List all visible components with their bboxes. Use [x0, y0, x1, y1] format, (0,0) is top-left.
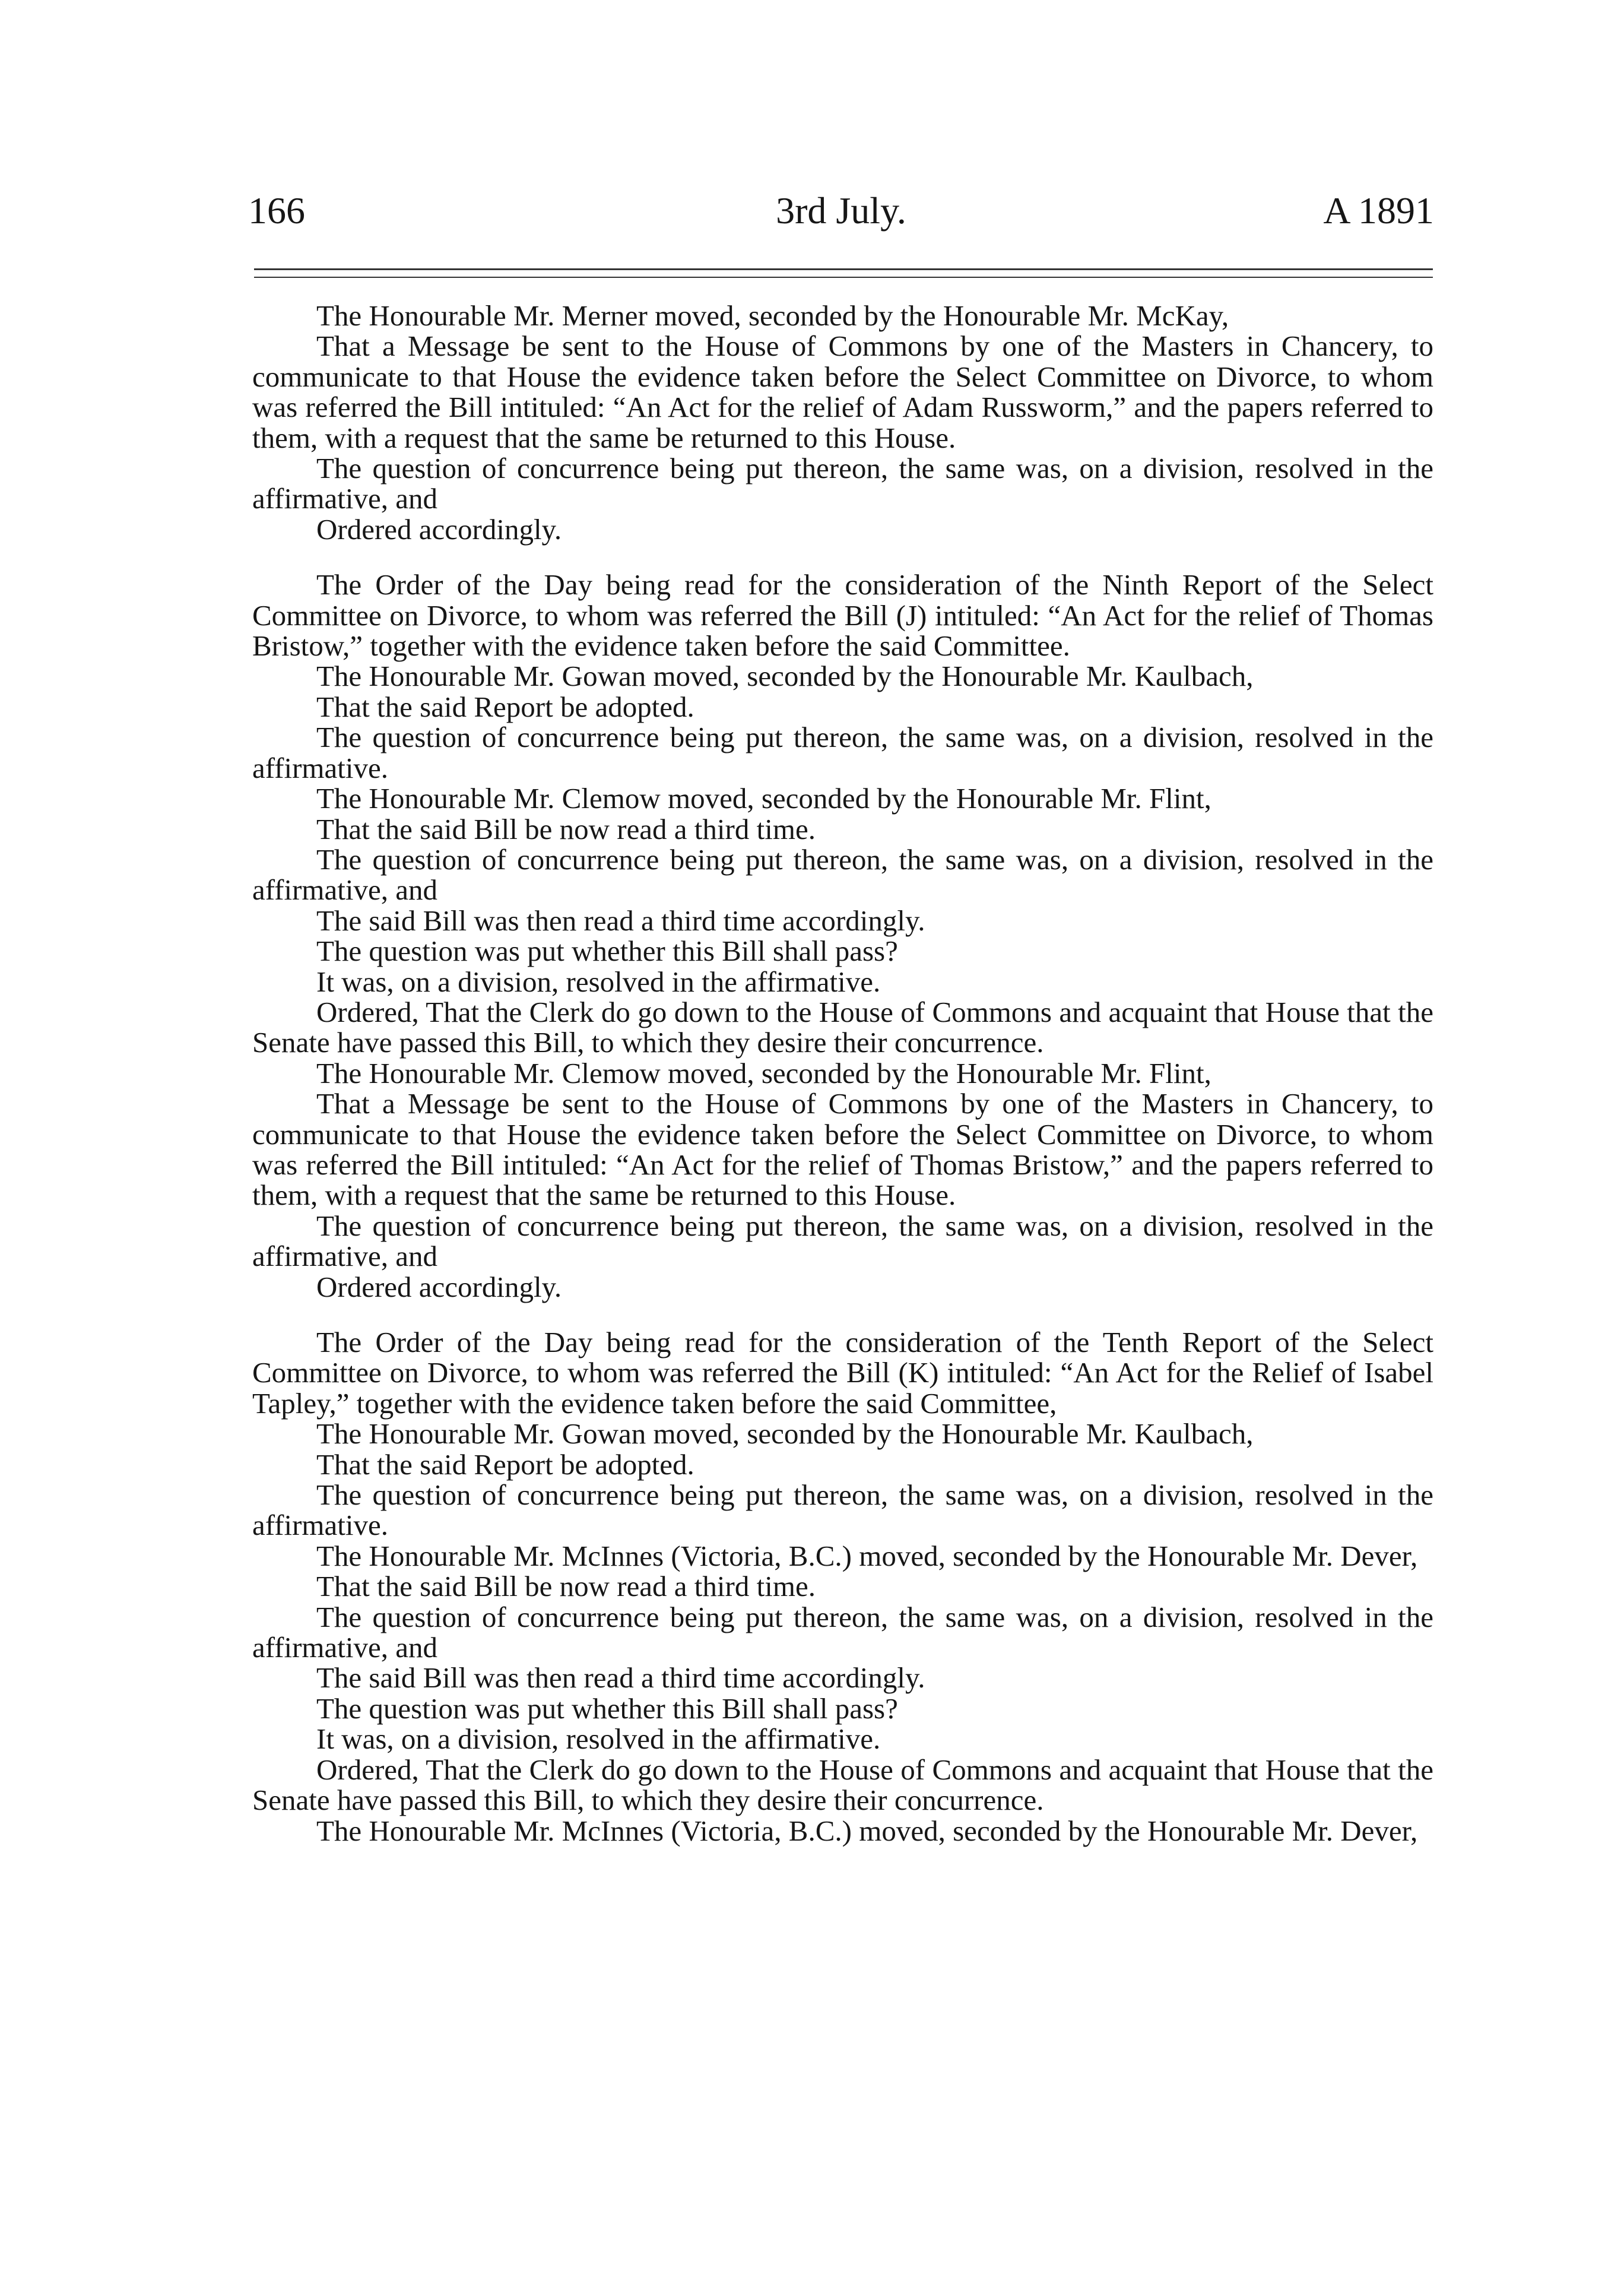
- paragraph: The said Bill was then read a third time accordingly.: [316, 1661, 925, 1695]
- paragraph: The Honourable Mr. Gowan moved, seconded by the Honourable Mr. Kaulbach,: [316, 1417, 1254, 1451]
- page-number: 166: [248, 189, 305, 232]
- paragraph: The Honourable Mr. Clemow moved, seconded by the Honourable Mr. Flint,: [316, 1056, 1211, 1090]
- paragraph: The question of concurrence being put thereon, the same was, on a division, resolved in the affirmative, and: [252, 1600, 1433, 1664]
- paragraph: The said Bill was then read a third time accordingly.: [316, 904, 925, 937]
- paragraph: Ordered accordingly.: [316, 512, 562, 546]
- page-date: 3rd July.: [776, 189, 906, 232]
- header-rule-bottom: [254, 277, 1433, 278]
- paragraph: It was, on a division, resolved in the affirmative.: [316, 965, 881, 998]
- paragraph: Ordered, That the Clerk do go down to the House of Commons and acquaint that House that the Senate have passed this Bill, to which they desire their concurrence.: [252, 1753, 1433, 1817]
- paragraph: The question was put whether this Bill shall pass?: [316, 935, 898, 968]
- journal-reference: A 1891: [1323, 189, 1434, 232]
- paragraph: That the said Bill be now read a third time.: [316, 1570, 816, 1603]
- paragraph: That a Message be sent to the House of Commons by one of the Masters in Chancery, to communicate to that House the evidence taken before the Select Committee on Divorce, to whom was referred the Bill intituled: “An Act for the relief of Thomas Bristow,” and the papers referred to them, with a request that the same be returned to this House.: [252, 1087, 1433, 1212]
- header-rule-top: [254, 268, 1433, 270]
- page-header: [248, 189, 1434, 248]
- paragraph: The Honourable Mr. McInnes (Victoria, B.C.) moved, seconded by the Honourable Mr. Dever,: [316, 1814, 1418, 1847]
- paragraph: The Honourable Mr. Clemow moved, seconded by the Honourable Mr. Flint,: [316, 782, 1211, 815]
- paragraph: The question of concurrence being put thereon, the same was, on a division, resolved in the affirmative, and: [252, 1209, 1433, 1273]
- paragraph: Ordered, That the Clerk do go down to the House of Commons and acquaint that House that the Senate have passed this Bill, to which they desire their concurrence.: [252, 995, 1433, 1059]
- paragraph: The question of concurrence being put thereon, the same was, on a division, resolved in the affirmative, and: [252, 843, 1433, 907]
- paragraph: That a Message be sent to the House of Commons by one of the Masters in Chancery, to communicate to that House the evidence taken before the Select Committee on Divorce, to whom was referred the Bill intituled: “An Act for the relief of Adam Russworm,” and the papers referred to them, with a request that the same be returned to this House.: [252, 330, 1433, 454]
- paragraph: The Honourable Mr. McInnes (Victoria, B.C.) moved, seconded by the Honourable Mr. Dever,: [316, 1539, 1418, 1572]
- paragraph: That the said Report be adopted.: [316, 1448, 694, 1481]
- paragraph: The question was put whether this Bill shall pass?: [316, 1692, 898, 1725]
- paragraph: It was, on a division, resolved in the affirmative.: [316, 1722, 881, 1756]
- paragraph: The question of concurrence being put thereon, the same was, on a division, resolved in the affirmative.: [252, 1478, 1433, 1542]
- paragraph: That the said Bill be now read a third time.: [316, 812, 816, 845]
- paragraph: That the said Report be adopted.: [316, 690, 694, 723]
- paragraph: The question of concurrence being put thereon, the same was, on a division, resolved in the affirmative.: [252, 721, 1433, 784]
- page-body: [252, 300, 1433, 1846]
- paragraph: The Order of the Day being read for the consideration of the Tenth Report of the Select Committee on Divorce, to whom was referred the Bill (K) intituled: “An Act for the Relief of Isabel Tapley,” together with the evidence taken before the said Committee,: [252, 1326, 1433, 1420]
- paragraph: The Honourable Mr. Merner moved, seconded by the Honourable Mr. McKay,: [316, 299, 1229, 332]
- paragraph: The Honourable Mr. Gowan moved, seconded by the Honourable Mr. Kaulbach,: [316, 660, 1254, 693]
- paragraph: The Order of the Day being read for the consideration of the Ninth Report of the Select Committee on Divorce, to whom was referred the Bill (J) intituled: “An Act for the relief of Thomas Bristow,” together with the evidence taken before the said Committee.: [252, 568, 1433, 663]
- paragraph: The question of concurrence being put thereon, the same was, on a division, resolved in the affirmative, and: [252, 452, 1433, 515]
- paragraph: Ordered accordingly.: [316, 1270, 562, 1303]
